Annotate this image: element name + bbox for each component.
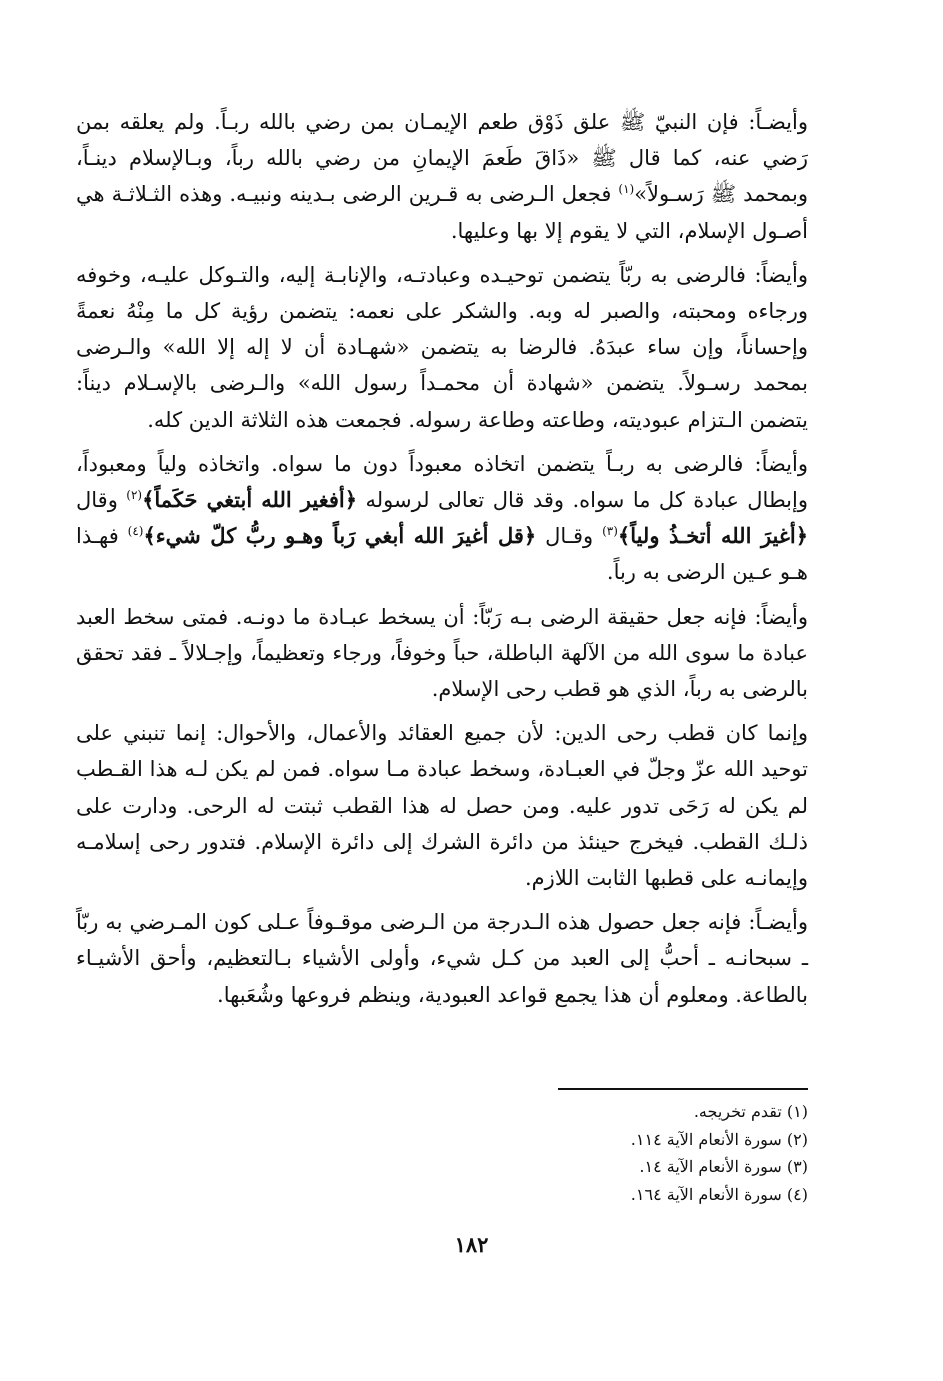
paragraph-3-tail: فهـذا هـو عـين الرضى به رباً.	[76, 524, 808, 585]
paragraph-4	[76, 599, 808, 708]
paragraph-4-text: وأيضاً: فإنه جعل حقيقة الرضى بـه رَبّاً: أن يسخط عبـادة ما دونـه. فمتى سخط العبد عبادة ما سوى الله من الآلهة الباطلة، حباً وخوفاً، ورجاء وتعظيماً، وإجـلالاً ـ فقد تحقق بالرضى به رباً، الذي هو قطب رحى الإسلام.	[76, 604, 808, 702]
paragraph-1	[76, 104, 808, 249]
paragraph-6	[76, 904, 808, 1013]
page-number: ١٨٢	[454, 1232, 489, 1257]
footnote-ref-1[interactable]: (١)	[618, 182, 635, 197]
paragraph-2-text: وأيضاً: فالرضى به ربّاً يتضمن توحيـده وعبادتـه، والإنابـة إليه، والتـوكل عليـه، وخوفه ورجاءه ومحبته، والصبر له وبه. والشكر على نعمه: يتضمن رؤية كل ما مِنْهُ نعمةً وإحساناً، وإن ساء عبدَهُ. فالرضا به يتضمن «شهـادة أن لا إله إلا الله» والـرضى بمحمد رسـولاً. يتضمن «شهادة أن محمـداً رسول الله» والـرضى بالإسـلام ديناً: يتضمن الـتزام عبوديته، وطاعته وطاعة رسوله. فجمعت هذه الثلاثة الدين كله.	[76, 262, 808, 432]
paragraph-1-tail: فجعل الـرضى به قـرين الرضى بـدينه ونبيـه. وهذه الثـلاثـة هي أصـول الإسلام، التي لا يقوم إلا بها وعليها.	[76, 182, 808, 243]
footnote-1: (١) تقدم تخريجه.	[693, 1102, 808, 1121]
page-body	[76, 104, 808, 1021]
quran-verse-1: ﴿أفغير الله أبتغي حَكَماً﴾	[142, 487, 358, 513]
quran-verse-3: ﴿قل أغيرَ الله أبغي رَباً وهـو ربُّ كلّ شيء﴾	[143, 523, 537, 549]
paragraph-3	[76, 446, 808, 591]
footnote-3: (٣) سورة الأنعام الآية ١٤.	[639, 1157, 808, 1176]
footnote-ref-3[interactable]: (٣)	[602, 524, 618, 539]
footnote-ref-4[interactable]: (٤)	[127, 524, 144, 539]
paragraph-3-text: وأيضاً: فالرضى به ربـاً يتضمن اتخاذه معبوداً دون ما سواه. واتخاذه ولياً ومعبوداً، وإبطال عبادة كل ما سواه. وقد قال تعالى لرسوله	[76, 451, 808, 513]
paragraph-3-mid-1: وقال	[76, 488, 127, 513]
paragraph-2	[76, 257, 808, 438]
paragraph-5	[76, 715, 808, 896]
footnotes	[430, 1098, 808, 1208]
footnote-2: (٢) سورة الأنعام الآية ١١٤.	[630, 1129, 808, 1149]
footnote-divider	[558, 1088, 808, 1090]
paragraph-1-text: وأيضـاً: فإن النبيّ ﷺ علق ذَوْق طعم الإيمـان بمن رضي بالله ربـاً. ولم يعلقه بمن رَضي عنه، كما قال ﷺ «ذَاقَ طَعمَ الإيمانِ من رضي بالله رباً، وبـالإسلام دينـاً، وبمحمد ﷺ رَسـولاً»	[76, 110, 808, 207]
paragraph-3-mid-2: وقـال	[536, 524, 603, 549]
paragraph-5-text: وإنما كان قطب رحى الدين: لأن جميع العقائد والأعمال، والأحوال: إنما تنبني على توحيد الله عزّ وجلّ في العبـادة، وسخط عبادة مـا سواه. فمن لم يكن لـه هذا القـطب لم يكن له رَحَى تدور عليه. ومن حصل له هذا القطب ثبتت له الرحى. ودارت على ذلـك القطب. فيخرج حينئذ من دائرة الشرك إلى دائرة الإسلام. فتدور رحى إسلامـه وإيمانـه على قطبها الثابت اللازم.	[76, 721, 808, 891]
quran-verse-2: ﴿أغيرَ الله أتخـذُ ولياً﴾	[617, 523, 808, 549]
footnote-4: (٤) سورة الأنعام الآية ١٦٤.	[630, 1184, 808, 1204]
paragraph-6-text: وأيضـاً: فإنه جعل حصول هذه الـدرجة من الـرضى موقـوفاً عـلى كون المـرضي به ربّاً ـ سبحانـه ـ أحبُّ إلى العبد من كـل شيء، وأولى الأشياء بـالتعظيم، وأحق الأشيـاء بالطاعة. ومعلوم أن هذا يجمع قواعد العبودية، وينظم فروعها وشُعَبها.	[76, 910, 808, 1007]
footnote-ref-2[interactable]: (٢)	[126, 488, 143, 503]
